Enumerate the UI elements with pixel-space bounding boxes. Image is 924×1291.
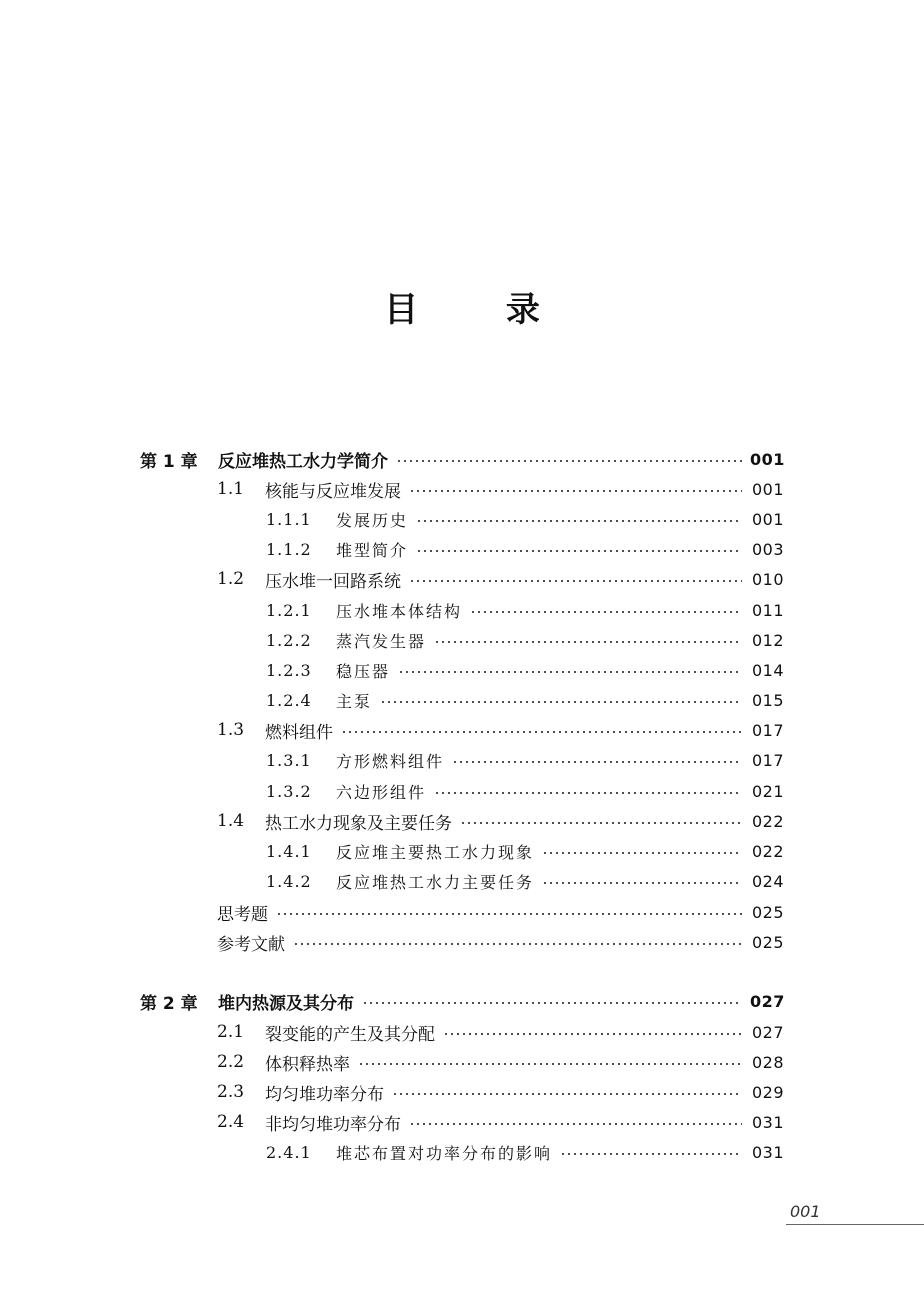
dot-leader <box>341 731 742 733</box>
dot-leader <box>470 611 742 613</box>
toc-entry-page: 017 <box>751 750 784 770</box>
toc-entry[interactable] <box>266 776 784 806</box>
toc-entry-title: 反应堆主要热工水力现象 <box>336 842 535 862</box>
toc-entry-page: 011 <box>751 600 784 620</box>
page-title: 目 录 <box>384 290 578 330</box>
toc-entry-number: 2.4 <box>217 1112 245 1132</box>
toc-entry-page: 025 <box>751 902 784 922</box>
toc-entry-page: 031 <box>751 1112 784 1132</box>
toc-entry-page: 031 <box>751 1142 784 1162</box>
toc-entry[interactable] <box>217 1047 784 1077</box>
toc-entry[interactable] <box>217 1077 784 1107</box>
toc-entry-title: 反应堆热工水力学简介 <box>218 451 388 472</box>
dot-leader <box>460 822 742 824</box>
toc-entry-number: 1.3.1 <box>266 750 312 770</box>
toc-entry-number: 1.3 <box>217 720 245 740</box>
dot-leader <box>409 580 742 582</box>
toc-entry-title: 思考题 <box>217 904 268 925</box>
toc-entry-number: 1.1.2 <box>266 539 312 559</box>
toc-entry-number: 1.4 <box>217 811 245 831</box>
toc-entry-page: 022 <box>751 811 784 831</box>
toc-entry-number: 1.1 <box>217 479 245 499</box>
dot-leader <box>398 671 742 673</box>
toc-entry[interactable] <box>217 897 784 927</box>
toc-entry-page: 025 <box>751 932 784 952</box>
toc-entry[interactable] <box>266 625 784 655</box>
toc-entry-number: 1.2.3 <box>266 660 312 680</box>
toc-entry-page: 027 <box>750 991 785 1011</box>
footer-rule <box>786 1224 924 1225</box>
dot-leader <box>416 520 742 522</box>
dot-leader <box>276 913 742 915</box>
toc-entry[interactable] <box>266 745 784 775</box>
toc-entry-title: 裂变能的产生及其分配 <box>265 1024 435 1045</box>
toc-entry[interactable] <box>217 564 784 594</box>
toc-entry-title: 方形燃料组件 <box>336 751 445 771</box>
dot-leader <box>409 490 742 492</box>
toc-entry[interactable] <box>217 715 784 745</box>
toc-entry-number: 2.4.1 <box>266 1142 312 1162</box>
toc-entry-page: 001 <box>751 479 784 499</box>
toc-entry-title: 堆型简介 <box>336 540 409 560</box>
toc-entry-number: 1.2.2 <box>266 630 312 650</box>
dot-leader <box>293 943 742 945</box>
dot-leader <box>434 641 742 643</box>
toc-entry[interactable] <box>266 534 784 564</box>
toc-entry-title: 堆内热源及其分布 <box>218 993 354 1014</box>
dot-leader <box>443 1033 742 1035</box>
toc-entry-title: 参考文献 <box>217 934 285 955</box>
toc-entry[interactable] <box>217 474 784 504</box>
toc-entry-number: 2.2 <box>217 1052 245 1072</box>
toc-entry-page: 012 <box>751 630 784 650</box>
toc-entry-number: 1.4.2 <box>266 871 312 891</box>
toc-entry-page: 010 <box>751 569 784 589</box>
toc-entry-title: 主泵 <box>336 691 373 711</box>
toc-entry-page: 024 <box>751 871 784 891</box>
toc-entry-page: 027 <box>751 1022 784 1042</box>
toc-entry-title: 燃料组件 <box>265 722 333 743</box>
toc-entry[interactable] <box>266 866 784 896</box>
toc-entry-number: 第 1 章 <box>140 451 198 472</box>
toc-entry-number: 2.3 <box>217 1082 245 1102</box>
dot-leader <box>358 1063 742 1065</box>
toc-entry-page: 003 <box>751 539 784 559</box>
toc-entry-title: 发展历史 <box>336 510 409 530</box>
dot-leader <box>434 792 742 794</box>
dot-leader <box>409 1123 742 1125</box>
toc-entry-number: 1.4.1 <box>266 841 312 861</box>
toc-entry-page: 001 <box>750 449 785 469</box>
toc-entry-title: 反应堆热工水力主要任务 <box>336 872 535 892</box>
toc-entry-page: 017 <box>751 720 784 740</box>
toc-entry-number: 2.1 <box>217 1022 245 1042</box>
toc-entry-title: 压水堆一回路系统 <box>265 571 401 592</box>
toc-entry-page: 029 <box>751 1082 784 1102</box>
toc-entry-number: 第 2 章 <box>140 993 198 1014</box>
toc-entry-page: 022 <box>751 841 784 861</box>
toc-entry[interactable] <box>217 806 784 836</box>
toc-entry[interactable] <box>217 1107 784 1137</box>
toc-entry-number: 1.2.1 <box>266 600 312 620</box>
dot-leader <box>416 550 742 552</box>
toc-entry-title: 蒸汽发生器 <box>336 631 427 651</box>
toc-entry-number: 1.2.4 <box>266 690 312 710</box>
toc-entry[interactable] <box>266 836 784 866</box>
dot-leader <box>396 460 742 462</box>
toc-entry-page: 015 <box>751 690 784 710</box>
toc-entry[interactable] <box>217 1017 784 1047</box>
toc-entry-page: 028 <box>751 1052 784 1072</box>
toc-entry[interactable] <box>140 444 784 474</box>
toc-entry[interactable] <box>217 927 784 957</box>
toc-entry[interactable] <box>266 1137 784 1167</box>
dot-leader <box>392 1093 742 1095</box>
dot-leader <box>542 852 742 854</box>
dot-leader <box>362 1002 742 1004</box>
toc-entry-title: 核能与反应堆发展 <box>265 481 401 502</box>
toc-entry[interactable] <box>266 504 784 534</box>
toc-entry[interactable] <box>266 595 784 625</box>
toc-entry[interactable] <box>266 655 784 685</box>
toc-entry-page: 021 <box>751 781 784 801</box>
toc-entry-title: 均匀堆功率分布 <box>265 1084 384 1105</box>
toc-entry[interactable] <box>266 685 784 715</box>
dot-leader <box>560 1153 742 1155</box>
toc-entry-number: 1.1.1 <box>266 509 312 529</box>
toc-entry-title: 热工水力现象及主要任务 <box>265 813 452 834</box>
toc-entry-title: 非均匀堆功率分布 <box>265 1114 401 1135</box>
toc-entry-title: 六边形组件 <box>336 782 427 802</box>
toc-entry[interactable] <box>140 986 784 1016</box>
dot-leader <box>452 761 742 763</box>
toc-entry-title: 堆芯布置对功率分布的影响 <box>336 1143 553 1163</box>
toc-entry-title: 体积释热率 <box>265 1054 350 1075</box>
toc-entry-page: 001 <box>751 509 784 529</box>
toc-entry-page: 014 <box>751 660 784 680</box>
toc-entry-number: 1.3.2 <box>266 781 312 801</box>
dot-leader <box>380 701 742 703</box>
dot-leader <box>542 882 742 884</box>
toc-entry-title: 压水堆本体结构 <box>336 601 463 621</box>
toc-entry-title: 稳压器 <box>336 661 391 681</box>
toc-entry-number: 1.2 <box>217 569 245 589</box>
page-number: 001 <box>790 1202 821 1221</box>
